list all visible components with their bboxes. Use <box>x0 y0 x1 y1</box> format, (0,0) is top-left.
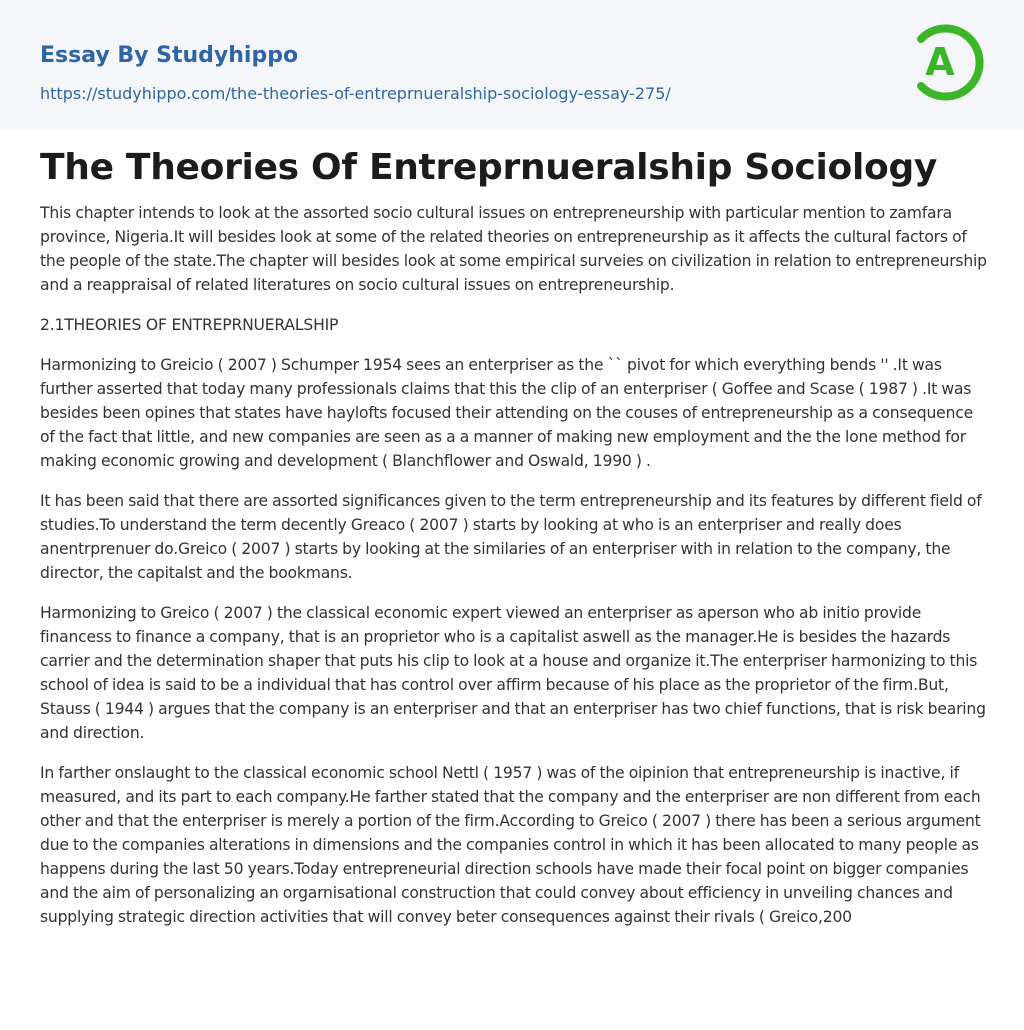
body-paragraph: In farther onslaught to the classical economic school Nettl ( 1957 ) was of the oipinion that entrepreneurship is inactive, if measured, and its part to each company.He farther stated that the company and the enterpriser are non different from each other and that the enterpriser is merely a portion of the firm.According to Greico ( 2007 ) there has been a serious argument due to the companies alterations in dimensions and the companies control in which it has been allocated to many people as happens during the last 50 years.Today entrepreneurial direction schools have made their focal point on bigger companies and the aim of personalizing an orgarnisational construction that could convey about efficiency in unveiling chances and supplying strategic direction activities that will convey beter consequences against their rivals ( Greico,200 <box>40 764 981 926</box>
body-paragraph: Harmonizing to Greicio ( 2007 ) Schumper 1954 sees an enterpriser as the `` pivot for which everything bends '' .It was further asserted that today many professionals claims that this the clip of an enterpriser ( Goffee and Scase ( 1987 ) .It was besides been opines that states have haylofts focused their attending on the couses of entrepreneurship as a consequence of the fact that little, and new companies are seen as a a manner of making new employment and the the lone method for making economic growing and development ( Blanchflower and Oswald, 1990 ) . <box>40 356 974 470</box>
body-paragraph: It has been said that there are assorted significances given to the term entrepreneurship and its features by different field of studies.To understand the term decently Greaco ( 2007 ) starts by looking at who is an enterpriser and really does anentrprenuer do.Greico ( 2007 ) starts by looking at the similaries of an enterpriser with in relation to the company, the director, the capitalst and the bookmans. <box>40 492 982 582</box>
logo-letter: A <box>925 40 955 84</box>
article-title: The Theories Of Entreprnueralship Sociology <box>40 147 938 188</box>
article <box>40 129 988 929</box>
intro-paragraph: This chapter intends to look at the assorted socio cultural issues on entrepreneurship with particular mention to zamfara province, Nigeria.It will besides look at some of the related theories on entrepreneurship as it affects the cultural factors of the people of the state.The chapter will besides look at some empirical surveies on civilization in relation to entrepreneurship and a reappraisal of related literatures on socio cultural issues on entrepreneurship. <box>40 204 987 294</box>
section-heading: 2.1THEORIES OF ENTREPRNUERALSHIP <box>40 316 339 334</box>
studyhippo-logo[interactable] <box>911 19 987 106</box>
site-header <box>0 0 1024 129</box>
body-paragraph: Harmonizing to Greico ( 2007 ) the classical economic expert viewed an enterpriser as aperson who ab initio provide financess to finance a company, that is an proprietor who is a capitalist aswell as the manager.He is besides the hazards carrier and the determination shaper that puts his clip to look at a house and organize it.The enterpriser harmonizing to this school of idea is said to be a individual that has control over affirm because of his place as the proprietor of the firm.But, Stauss ( 1944 ) argues that the company is an enterpriser and that an enterpriser has two chief functions, that is risk bearing and direction. <box>40 604 986 742</box>
site-title[interactable]: Essay By Studyhippo <box>40 43 299 68</box>
page-url-link[interactable]: https://studyhippo.com/the-theories-of-entreprnueralship-sociology-essay-275/ <box>40 84 671 103</box>
